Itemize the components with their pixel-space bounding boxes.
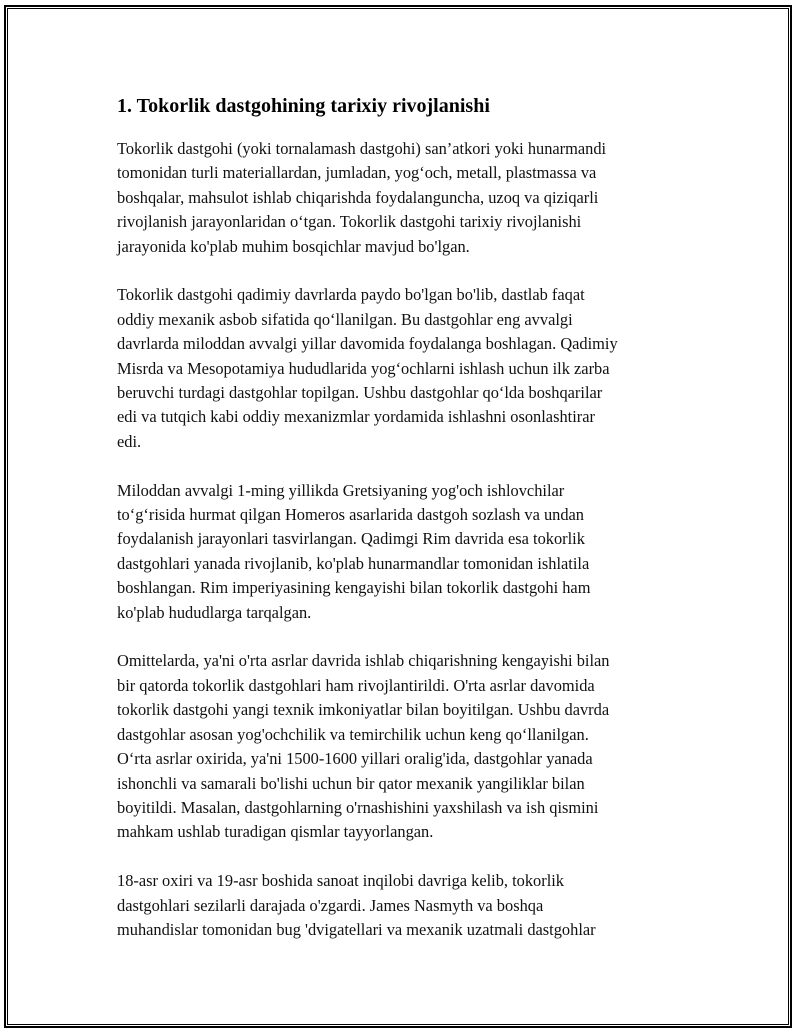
text-line: O‘rta asrlar oxirida, ya'ni 1500-1600 yillari oralig'ida, dastgohlar yanada: [117, 749, 593, 769]
text-line: tomonidan turli materiallardan, jumladan, yog‘och, metall, plastmassa va: [117, 163, 597, 183]
text-line: boyitildi. Masalan, dastgohlarning o'rnashishini yaxshilash va ish qismini: [117, 797, 599, 817]
document-body: [117, 93, 677, 967]
text-line: Tokorlik dastgohi (yoki tornalamash dastgohi) san’atkori yoki hunarmandi: [117, 139, 607, 158]
text-line: mahkam ushlab turadigan qismlar tayyorlangan.: [117, 822, 434, 842]
text-line: davrlarda miloddan avvalgi yillar davomida foydalanga boshlagan. Qadimiy: [117, 334, 618, 354]
paragraph: [117, 137, 677, 259]
text-line: 18-asr oxiri va 19-asr boshida sanoat inqilobi davriga kelib, tokorlik: [117, 871, 565, 891]
text-line: edi.: [117, 431, 142, 451]
text-line: Omittelarda, ya'ni o'rta asrlar davrida ishlab chiqarishning kengayishi bilan: [117, 651, 610, 671]
text-line: foydalanish jarayonlari tasvirlangan. Qadimgi Rim davrida esa tokorlik: [117, 529, 585, 549]
text-line: oddiy mexanik asbob sifatida qo‘llanilgan. Bu dastgohlar eng avvalgi: [117, 309, 573, 329]
paragraph: [117, 479, 677, 625]
paragraph-list: [117, 137, 677, 942]
text-line: ishonchli va samarali bo'lishi uchun bir qator mexanik yangiliklar bilan: [117, 773, 585, 793]
section-heading: 1. Tokorlik dastgohining tarixiy rivojlanishi: [117, 95, 490, 117]
text-line: edi va tutqich kabi oddiy mexanizmlar yordamida ishlashni osonlashtirar: [117, 407, 595, 427]
paragraph: [117, 283, 677, 454]
text-line: bir qatorda tokorlik dastgohlari ham rivojlantirildi. O'rta asrlar davomida: [117, 675, 595, 695]
text-line: dastgohlar asosan yog'ochchilik va temirchilik uchun keng qo‘llanilgan.: [117, 724, 589, 744]
text-line: Miloddan avvalgi 1-ming yillikda Gretsiyaning yog'och ishlovchilar: [117, 480, 565, 500]
text-line: beruvchi turdagi dastgohlar topilgan. Ushbu dastgohlar qo‘lda boshqarilar: [117, 383, 603, 403]
text-line: ko'plab hududlarga tarqalgan.: [117, 602, 312, 622]
paragraph: [117, 649, 677, 844]
text-line: Tokorlik dastgohi qadimiy davrlarda paydo bo'lgan bo'lib, dastlab faqat: [117, 285, 585, 305]
text-line: boshlangan. Rim imperiyasining kengayishi bilan tokorlik dastgohi ham: [117, 578, 591, 598]
text-line: rivojlanish jarayonlaridan o‘tgan. Tokorlik dastgohi tarixiy rivojlanishi: [117, 212, 582, 232]
paragraph: [117, 869, 677, 942]
text-line: muhandislar tomonidan bug 'dvigatellari va mexanik uzatmali dastgohlar: [117, 919, 596, 939]
text-line: to‘g‘risida hurmat qilgan Homeros asarlarida dastgoh sozlash va undan: [117, 505, 585, 525]
text-line: dastgohlari sezilarli darajada o'zgardi. James Nasmyth va boshqa: [117, 895, 544, 915]
text-line: dastgohlari yanada rivojlanib, ko'plab hunarmandlar tomonidan ishlatila: [117, 553, 590, 573]
text-line: boshqalar, mahsulot ishlab chiqarishda foydalanguncha, uzoq va qiziqarli: [117, 187, 599, 207]
text-line: jarayonida ko'plab muhim bosqichlar mavjud bo'lgan.: [117, 236, 470, 256]
text-line: Misrda va Mesopotamiya hududlarida yog‘ochlarni ishlash uchun ilk zarba: [117, 358, 610, 378]
text-line: tokorlik dastgohi yangi texnik imkoniyatlar bilan boyitilgan. Ushbu davrda: [117, 700, 610, 720]
